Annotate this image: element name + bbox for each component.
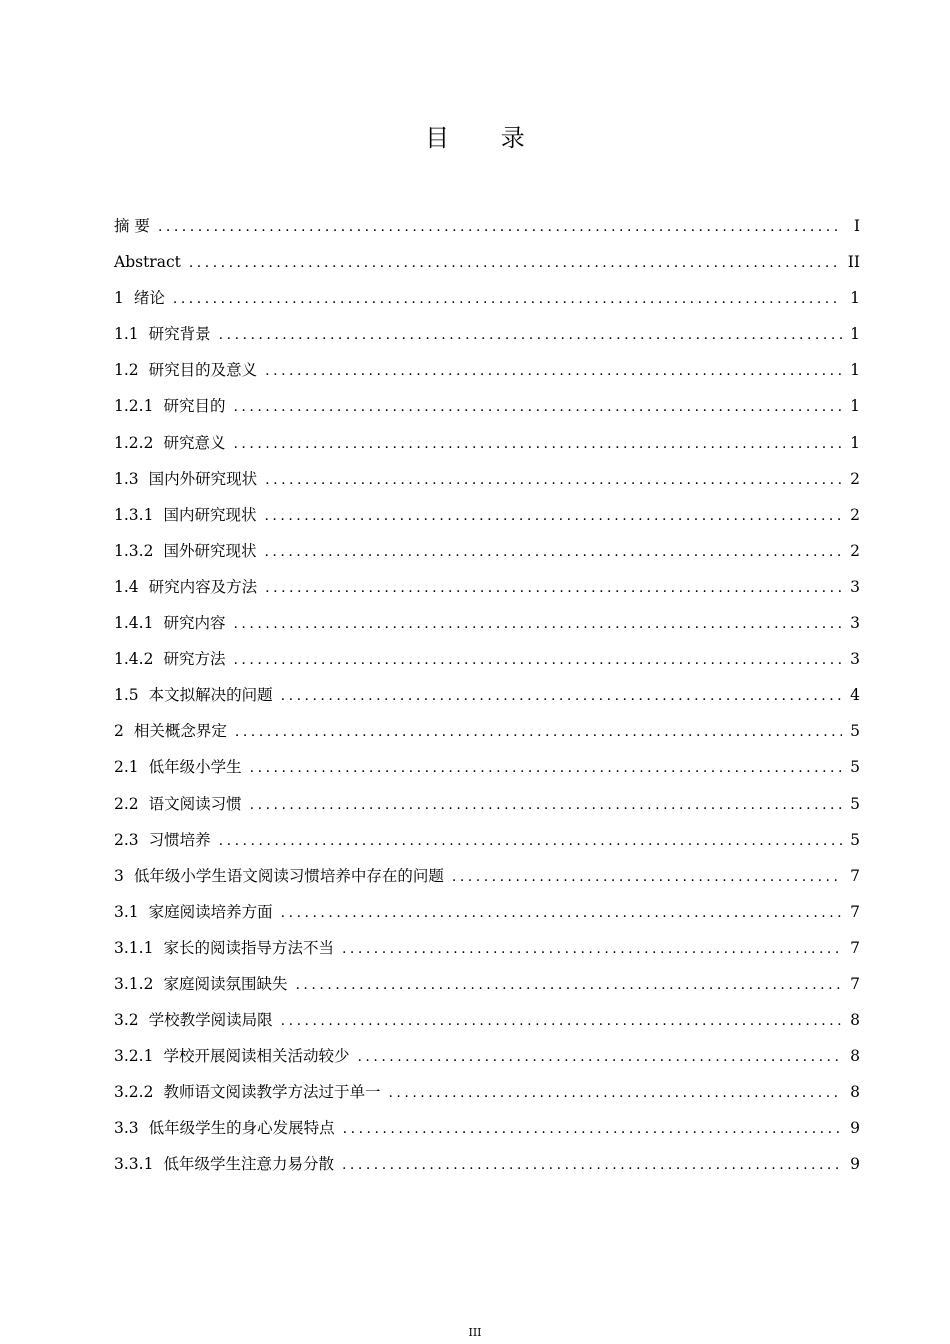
toc-entry-page: 5 [850,722,860,741]
toc-entry-number: 1.3.1 [114,505,154,524]
toc-entry-label [114,786,242,822]
toc-entry-number: 3.3.1 [114,1155,154,1174]
dot-leader [265,353,842,389]
toc-entry-title: 低年级小学生语文阅读习惯培养中存在的问题 [133,866,444,885]
toc-entry-title: 研究背景 [148,325,211,344]
toc-entry-title: 家庭阅读氛围缺失 [163,974,288,993]
toc-entry-page: 3 [850,614,860,633]
toc-entry-number: 3.2.2 [114,1083,154,1102]
toc-entry-label [114,930,334,966]
dot-leader [343,1111,842,1147]
toc-entry-page: 4 [850,686,860,705]
toc-entry-title: 研究方法 [163,650,226,669]
toc-entry-number: 2.1 [114,758,139,777]
toc-entry-number: 3.1.1 [114,938,154,957]
dot-leader [264,498,842,534]
dot-leader [452,859,842,895]
toc-entry-label [114,1146,334,1182]
toc-entry[interactable] [114,713,860,749]
toc-entry-page: 8 [850,1011,860,1030]
dot-leader [250,787,842,823]
toc-entry-number: 3.3 [114,1119,139,1138]
toc-entry[interactable] [114,497,860,533]
toc-entry[interactable] [114,280,860,316]
dot-leader [281,1003,842,1039]
toc-entry-title: 研究内容及方法 [148,577,258,596]
toc-entry-label [114,677,273,713]
toc-entry-title: 家庭阅读培养方面 [148,902,273,921]
toc-entry[interactable] [114,1038,860,1074]
dot-leader [219,823,842,859]
toc-entry[interactable] [114,1002,860,1038]
dot-leader [235,714,842,750]
toc-entry[interactable] [114,930,860,966]
dot-leader [233,389,842,425]
toc-entry-label [114,461,257,497]
toc-entry[interactable] [114,1074,860,1110]
toc-entry-label [114,713,227,749]
toc-entry-page: 2 [850,505,860,524]
toc-entry[interactable] [114,533,860,569]
toc-entry-page: 3 [850,650,860,669]
toc-entry-title: 研究目的 [163,397,226,416]
toc-entry-title: 研究目的及意义 [148,361,258,380]
toc-entry-label [114,822,211,858]
toc-entry[interactable] [114,425,860,461]
dot-leader [173,281,842,317]
toc-entry-label [114,244,181,280]
toc-entry-title: 低年级小学生 [148,758,242,777]
dot-leader [357,1039,842,1075]
dot-leader [281,895,842,931]
toc-entry-page: 2 [850,541,860,560]
toc-entry[interactable] [114,316,860,352]
dot-leader [265,462,842,498]
toc-entry-title: 摘 要 [114,217,150,235]
toc-entry-number: 1.3 [114,469,139,488]
toc-entry-page: 5 [850,758,860,777]
toc-entry-page: 7 [850,866,860,885]
toc-entry-page: 5 [850,794,860,813]
toc-entry-page: 2 [850,469,860,488]
dot-leader [219,317,842,353]
toc-entry-page: II [847,253,860,272]
toc-entry-page: 9 [850,1155,860,1174]
toc-entry-title: 低年级学生的身心发展特点 [148,1119,335,1138]
toc-entry-page: I [853,217,860,235]
toc-entry-label [114,1074,380,1110]
toc-entry-number: 1.4.2 [114,650,154,669]
toc-entry-label [114,858,444,894]
toc-entry-title: 习惯培养 [148,830,211,849]
toc-entry-title: 语文阅读习惯 [148,794,242,813]
toc-entry-number: 1.1 [114,325,139,344]
toc-entry[interactable] [114,966,860,1002]
toc-entry-title: 研究意义 [163,433,226,452]
toc-entry[interactable] [114,388,860,424]
toc-entry-number: 3.1.2 [114,974,154,993]
toc-entry-label [114,533,256,569]
dot-leader [233,426,842,462]
toc-entry-number: 1.2.1 [114,397,154,416]
toc-entry-number: 2.2 [114,794,139,813]
toc-entry[interactable] [114,208,860,244]
dot-leader [342,931,842,967]
toc-entry-title: 本文拟解决的问题 [148,686,273,705]
toc-entry-page: 7 [850,938,860,957]
dot-leader [233,642,842,678]
toc-entry[interactable] [114,749,860,785]
toc-entry[interactable] [114,244,860,280]
toc-entry-label [114,749,242,785]
toc-entry-number: 3.1 [114,902,139,921]
toc-entry-page: 7 [850,974,860,993]
toc-entry-page: 1 [850,397,860,416]
toc-entry-page: 9 [850,1119,860,1138]
dot-leader [250,750,842,786]
table-of-contents [114,208,860,1183]
toc-entry[interactable] [114,461,860,497]
toc-entry-title: Abstract [114,253,181,272]
toc-entry[interactable] [114,858,860,894]
dot-leader [281,678,842,714]
toc-entry[interactable] [114,894,860,930]
toc-entry-page: 7 [850,902,860,921]
toc-entry-label [114,894,273,930]
dot-leader [265,570,842,606]
toc-entry-number: 3.2 [114,1011,139,1030]
toc-entry-title: 研究内容 [163,614,226,633]
toc-entry-title: 国内研究现状 [163,505,257,524]
toc-entry[interactable] [114,352,860,388]
toc-entry-label [114,1038,349,1074]
toc-entry-page: 8 [850,1047,860,1066]
toc-entry-page: 1 [850,433,860,452]
toc-entry-title: 家长的阅读指导方法不当 [163,938,334,957]
toc-entry-title: 低年级学生注意力易分散 [163,1155,334,1174]
dot-leader [264,534,842,570]
dot-leader [295,967,842,1003]
toc-entry-label [114,1110,335,1146]
toc-entry-page: 1 [850,289,860,308]
page-title: 目 录 [425,124,547,152]
toc-entry-label [114,497,256,533]
toc-entry-label [114,966,287,1002]
dot-leader [158,209,842,245]
toc-entry[interactable] [114,569,860,605]
toc-entry-title: 相关概念界定 [133,722,227,741]
toc-entry-label [114,1002,273,1038]
dot-leader [342,1147,842,1183]
toc-entry-label [114,605,225,641]
toc-entry-number: 1.5 [114,686,139,705]
toc-entry[interactable] [114,1110,860,1146]
toc-entry-label [114,352,257,388]
toc-entry-number: 3.2.1 [114,1047,154,1066]
dot-leader [189,245,842,281]
toc-entry[interactable] [114,641,860,677]
toc-entry[interactable] [114,822,860,858]
toc-entry-number: 1.3.2 [114,541,154,560]
dot-leader [388,1075,842,1111]
toc-entry-title: 教师语文阅读教学方法过于单一 [163,1083,381,1102]
toc-entry-page: 8 [850,1083,860,1102]
toc-entry-label [114,280,165,316]
page-number: III [468,1326,482,1339]
toc-entry-number: 2 [114,722,124,741]
toc-entry-page: 3 [850,577,860,596]
toc-entry[interactable] [114,605,860,641]
dot-leader [233,606,842,642]
toc-entry-number: 1.2 [114,361,139,380]
toc-entry-label [114,569,257,605]
toc-entry-label [114,388,225,424]
toc-entry-number: 2.3 [114,830,139,849]
toc-entry-number: 1.4 [114,577,139,596]
toc-entry[interactable] [114,1146,860,1182]
toc-entry-title: 学校开展阅读相关活动较少 [163,1047,350,1066]
toc-entry-number: 1.4.1 [114,614,154,633]
toc-entry-title: 国内外研究现状 [148,469,258,488]
toc-entry[interactable] [114,786,860,822]
toc-entry-title: 国外研究现状 [163,541,257,560]
toc-entry-label [114,425,225,461]
toc-entry[interactable] [114,677,860,713]
toc-entry-label [114,316,211,352]
toc-entry-page: 5 [850,830,860,849]
toc-entry-page: 1 [850,361,860,380]
toc-entry-number: 1 [114,289,124,308]
toc-entry-title: 绪论 [133,289,165,308]
toc-entry-label [114,208,150,244]
toc-entry-label [114,641,225,677]
toc-entry-title: 学校教学阅读局限 [148,1011,273,1030]
toc-entry-number: 1.2.2 [114,433,154,452]
toc-entry-page: 1 [850,325,860,344]
toc-entry-number: 3 [114,866,124,885]
